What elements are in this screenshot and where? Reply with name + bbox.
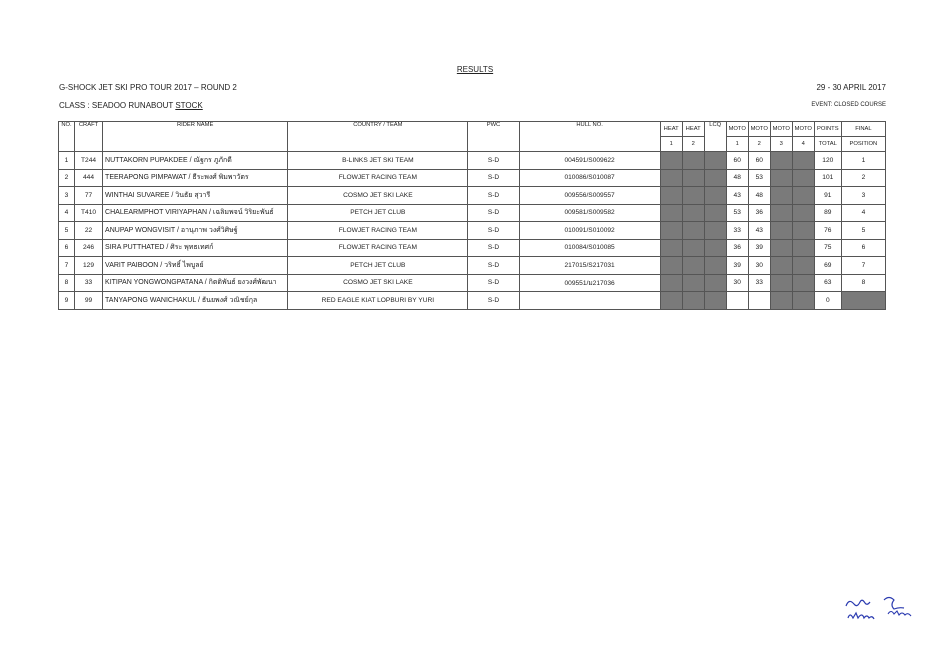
cell-rider: VARIT PAIBOON / วริทธิ์ ไพบูลย์ xyxy=(103,257,288,275)
cell-heat2 xyxy=(682,187,704,205)
class-suffix: STOCK xyxy=(175,101,203,110)
cell-craft: 77 xyxy=(75,187,103,205)
cell-hull: 010086/S010087 xyxy=(519,169,660,187)
table-row xyxy=(59,152,886,170)
cell-heat2 xyxy=(682,222,704,240)
cell-pwc: S-D xyxy=(468,204,519,222)
cell-hull: 009551/ม217036 xyxy=(519,274,660,292)
table-row xyxy=(59,187,886,205)
cell-no: 9 xyxy=(59,292,75,310)
cell-lcq xyxy=(704,187,726,205)
cell-moto2: 30 xyxy=(748,257,770,275)
header-heat1: HEAT xyxy=(660,122,682,137)
event-dates: 29 - 30 APRIL 2017 xyxy=(816,83,886,92)
cell-moto2: 36 xyxy=(748,204,770,222)
cell-team: RED EAGLE KIAT LOPBURI BY YURI xyxy=(288,292,468,310)
cell-hull: 004591/S009622 xyxy=(519,152,660,170)
cell-moto1: 33 xyxy=(726,222,748,240)
cell-pwc: S-D xyxy=(468,187,519,205)
cell-total: 0 xyxy=(814,292,841,310)
cell-no: 2 xyxy=(59,169,75,187)
cell-team: FLOWJET RACING TEAM xyxy=(288,169,468,187)
table-row xyxy=(59,239,886,257)
cell-rider: TEERAPONG PIMPAWAT / ธีระพงศ์ พิมพาวัตร xyxy=(103,169,288,187)
cell-hull: 009556/S009557 xyxy=(519,187,660,205)
header-pwc: PWC xyxy=(468,122,519,152)
cell-rider: SIRA PUTTHATED / ศิระ พุทธเทศก์ xyxy=(103,239,288,257)
cell-hull: 009581/S009582 xyxy=(519,204,660,222)
cell-heat1 xyxy=(660,204,682,222)
cell-moto4 xyxy=(792,152,814,170)
results-table xyxy=(58,121,886,310)
cell-craft: 129 xyxy=(75,257,103,275)
cell-total: 63 xyxy=(814,274,841,292)
cell-craft: 99 xyxy=(75,292,103,310)
cell-moto3 xyxy=(770,222,792,240)
header-heat2: HEAT xyxy=(682,122,704,137)
cell-rider: ANUPAP WONGVISIT / อานุภาพ วงศ์วิศิษฐ์ xyxy=(103,222,288,240)
cell-team: PETCH JET CLUB xyxy=(288,257,468,275)
cell-heat2 xyxy=(682,239,704,257)
cell-craft: 246 xyxy=(75,239,103,257)
header-moto4: MOTO xyxy=(792,122,814,137)
handwritten-signature xyxy=(840,592,920,624)
table-row xyxy=(59,169,886,187)
header-points: POINTS xyxy=(814,122,841,137)
header-moto2: MOTO xyxy=(748,122,770,137)
cell-heat2 xyxy=(682,274,704,292)
table-header-row xyxy=(59,122,886,137)
cell-moto1: 30 xyxy=(726,274,748,292)
cell-heat1 xyxy=(660,292,682,310)
cell-heat1 xyxy=(660,222,682,240)
cell-hull: 217015/S217031 xyxy=(519,257,660,275)
cell-moto3 xyxy=(770,274,792,292)
cell-position: 6 xyxy=(841,239,885,257)
cell-rider: KITIPAN YONGWONGPATANA / กิตติพันธ์ ยงวงศ์พัฒนา xyxy=(103,274,288,292)
cell-moto2: 48 xyxy=(748,187,770,205)
cell-lcq xyxy=(704,169,726,187)
cell-total: 101 xyxy=(814,169,841,187)
cell-no: 4 xyxy=(59,204,75,222)
cell-moto4 xyxy=(792,292,814,310)
cell-moto2: 33 xyxy=(748,274,770,292)
cell-no: 8 xyxy=(59,274,75,292)
header-moto1: MOTO xyxy=(726,122,748,137)
cell-lcq xyxy=(704,292,726,310)
cell-heat1 xyxy=(660,169,682,187)
event-title: G-SHOCK JET SKI PRO TOUR 2017 – ROUND 2 xyxy=(59,83,237,92)
cell-moto1: 48 xyxy=(726,169,748,187)
cell-heat1 xyxy=(660,257,682,275)
table-row xyxy=(59,257,886,275)
cell-heat1 xyxy=(660,239,682,257)
cell-position: 7 xyxy=(841,257,885,275)
cell-position: 3 xyxy=(841,187,885,205)
header-no: NO. xyxy=(59,122,75,152)
cell-craft: T410 xyxy=(75,204,103,222)
cell-team: FLOWJET RACING TEAM xyxy=(288,222,468,240)
cell-craft: 444 xyxy=(75,169,103,187)
cell-pwc: S-D xyxy=(468,257,519,275)
cell-rider: NUTTAKORN PUPAKDEE / ณัฐกร ภูภักดี xyxy=(103,152,288,170)
cell-moto3 xyxy=(770,257,792,275)
table-row xyxy=(59,204,886,222)
header-craft: CRAFT xyxy=(75,122,103,152)
cell-total: 120 xyxy=(814,152,841,170)
cell-pwc: S-D xyxy=(468,152,519,170)
cell-moto2: 53 xyxy=(748,169,770,187)
cell-team: COSMO JET SKI LAKE xyxy=(288,274,468,292)
header-moto3: MOTO xyxy=(770,122,792,137)
cell-moto1: 60 xyxy=(726,152,748,170)
cell-moto4 xyxy=(792,274,814,292)
class-prefix: CLASS : SEADOO RUNABOUT xyxy=(59,101,176,110)
cell-moto3 xyxy=(770,169,792,187)
cell-total: 89 xyxy=(814,204,841,222)
cell-heat2 xyxy=(682,152,704,170)
subheader-heat2: 2 xyxy=(682,137,704,152)
cell-position: 4 xyxy=(841,204,885,222)
cell-pwc: S-D xyxy=(468,292,519,310)
cell-team: PETCH JET CLUB xyxy=(288,204,468,222)
cell-moto4 xyxy=(792,187,814,205)
cell-craft: T244 xyxy=(75,152,103,170)
cell-total: 91 xyxy=(814,187,841,205)
cell-lcq xyxy=(704,152,726,170)
subheader-total: TOTAL xyxy=(814,137,841,152)
cell-moto4 xyxy=(792,169,814,187)
cell-heat2 xyxy=(682,257,704,275)
cell-moto1: 39 xyxy=(726,257,748,275)
cell-craft: 33 xyxy=(75,274,103,292)
cell-position: 2 xyxy=(841,169,885,187)
cell-no: 7 xyxy=(59,257,75,275)
cell-lcq xyxy=(704,257,726,275)
cell-moto1 xyxy=(726,292,748,310)
cell-rider: CHALEARMPHOT VIRIYAPHAN / เฉลิมพจน์ วิริยะพันธ์ xyxy=(103,204,288,222)
header-rider: RIDER NAME xyxy=(103,122,288,152)
cell-pwc: S-D xyxy=(468,274,519,292)
cell-moto4 xyxy=(792,257,814,275)
cell-moto3 xyxy=(770,239,792,257)
cell-no: 1 xyxy=(59,152,75,170)
cell-hull xyxy=(519,292,660,310)
cell-moto3 xyxy=(770,152,792,170)
cell-heat2 xyxy=(682,204,704,222)
cell-moto2: 43 xyxy=(748,222,770,240)
cell-position xyxy=(841,292,885,310)
cell-hull: 010084/S010085 xyxy=(519,239,660,257)
results-title: RESULTS xyxy=(456,65,494,74)
cell-heat1 xyxy=(660,187,682,205)
cell-rider: TANYAPONG WANICHAKUL / ธันยพงศ์ วณิชย์กุล xyxy=(103,292,288,310)
cell-moto4 xyxy=(792,204,814,222)
cell-moto3 xyxy=(770,292,792,310)
subheader-heat1: 1 xyxy=(660,137,682,152)
cell-no: 5 xyxy=(59,222,75,240)
header-lcq: LCQ xyxy=(704,122,726,152)
subheader-moto4: 4 xyxy=(792,137,814,152)
cell-position: 5 xyxy=(841,222,885,240)
cell-moto4 xyxy=(792,222,814,240)
cell-no: 6 xyxy=(59,239,75,257)
cell-team: COSMO JET SKI LAKE xyxy=(288,187,468,205)
cell-pwc: S-D xyxy=(468,222,519,240)
cell-heat1 xyxy=(660,152,682,170)
table-row xyxy=(59,274,886,292)
cell-moto1: 53 xyxy=(726,204,748,222)
cell-total: 76 xyxy=(814,222,841,240)
cell-lcq xyxy=(704,239,726,257)
event-type: EVENT: CLOSED COURSE xyxy=(811,102,886,108)
cell-heat1 xyxy=(660,274,682,292)
table-row xyxy=(59,292,886,310)
cell-position: 1 xyxy=(841,152,885,170)
cell-team: FLOWJET RACING TEAM xyxy=(288,239,468,257)
cell-moto2: 39 xyxy=(748,239,770,257)
cell-total: 69 xyxy=(814,257,841,275)
subheader-position: POSITION xyxy=(841,137,885,152)
cell-heat2 xyxy=(682,292,704,310)
cell-rider: WINTHAI SUVAREE / วินธัย สุวารี xyxy=(103,187,288,205)
cell-pwc: S-D xyxy=(468,239,519,257)
cell-heat2 xyxy=(682,169,704,187)
cell-moto1: 43 xyxy=(726,187,748,205)
subheader-moto3: 3 xyxy=(770,137,792,152)
header-hull: HULL NO. xyxy=(519,122,660,152)
cell-moto3 xyxy=(770,204,792,222)
cell-lcq xyxy=(704,274,726,292)
subheader-moto2: 2 xyxy=(748,137,770,152)
cell-moto1: 36 xyxy=(726,239,748,257)
table-row xyxy=(59,222,886,240)
header-final: FINAL xyxy=(841,122,885,137)
cell-moto2 xyxy=(748,292,770,310)
cell-lcq xyxy=(704,222,726,240)
cell-pwc: S-D xyxy=(468,169,519,187)
cell-hull: 010091/S010092 xyxy=(519,222,660,240)
cell-team: B-LINKS JET SKI TEAM xyxy=(288,152,468,170)
cell-total: 75 xyxy=(814,239,841,257)
cell-position: 8 xyxy=(841,274,885,292)
cell-no: 3 xyxy=(59,187,75,205)
class-line xyxy=(59,101,203,110)
header-team: COUNTRY / TEAM xyxy=(288,122,468,152)
cell-lcq xyxy=(704,204,726,222)
cell-moto2: 60 xyxy=(748,152,770,170)
cell-moto3 xyxy=(770,187,792,205)
cell-craft: 22 xyxy=(75,222,103,240)
cell-moto4 xyxy=(792,239,814,257)
subheader-moto1: 1 xyxy=(726,137,748,152)
